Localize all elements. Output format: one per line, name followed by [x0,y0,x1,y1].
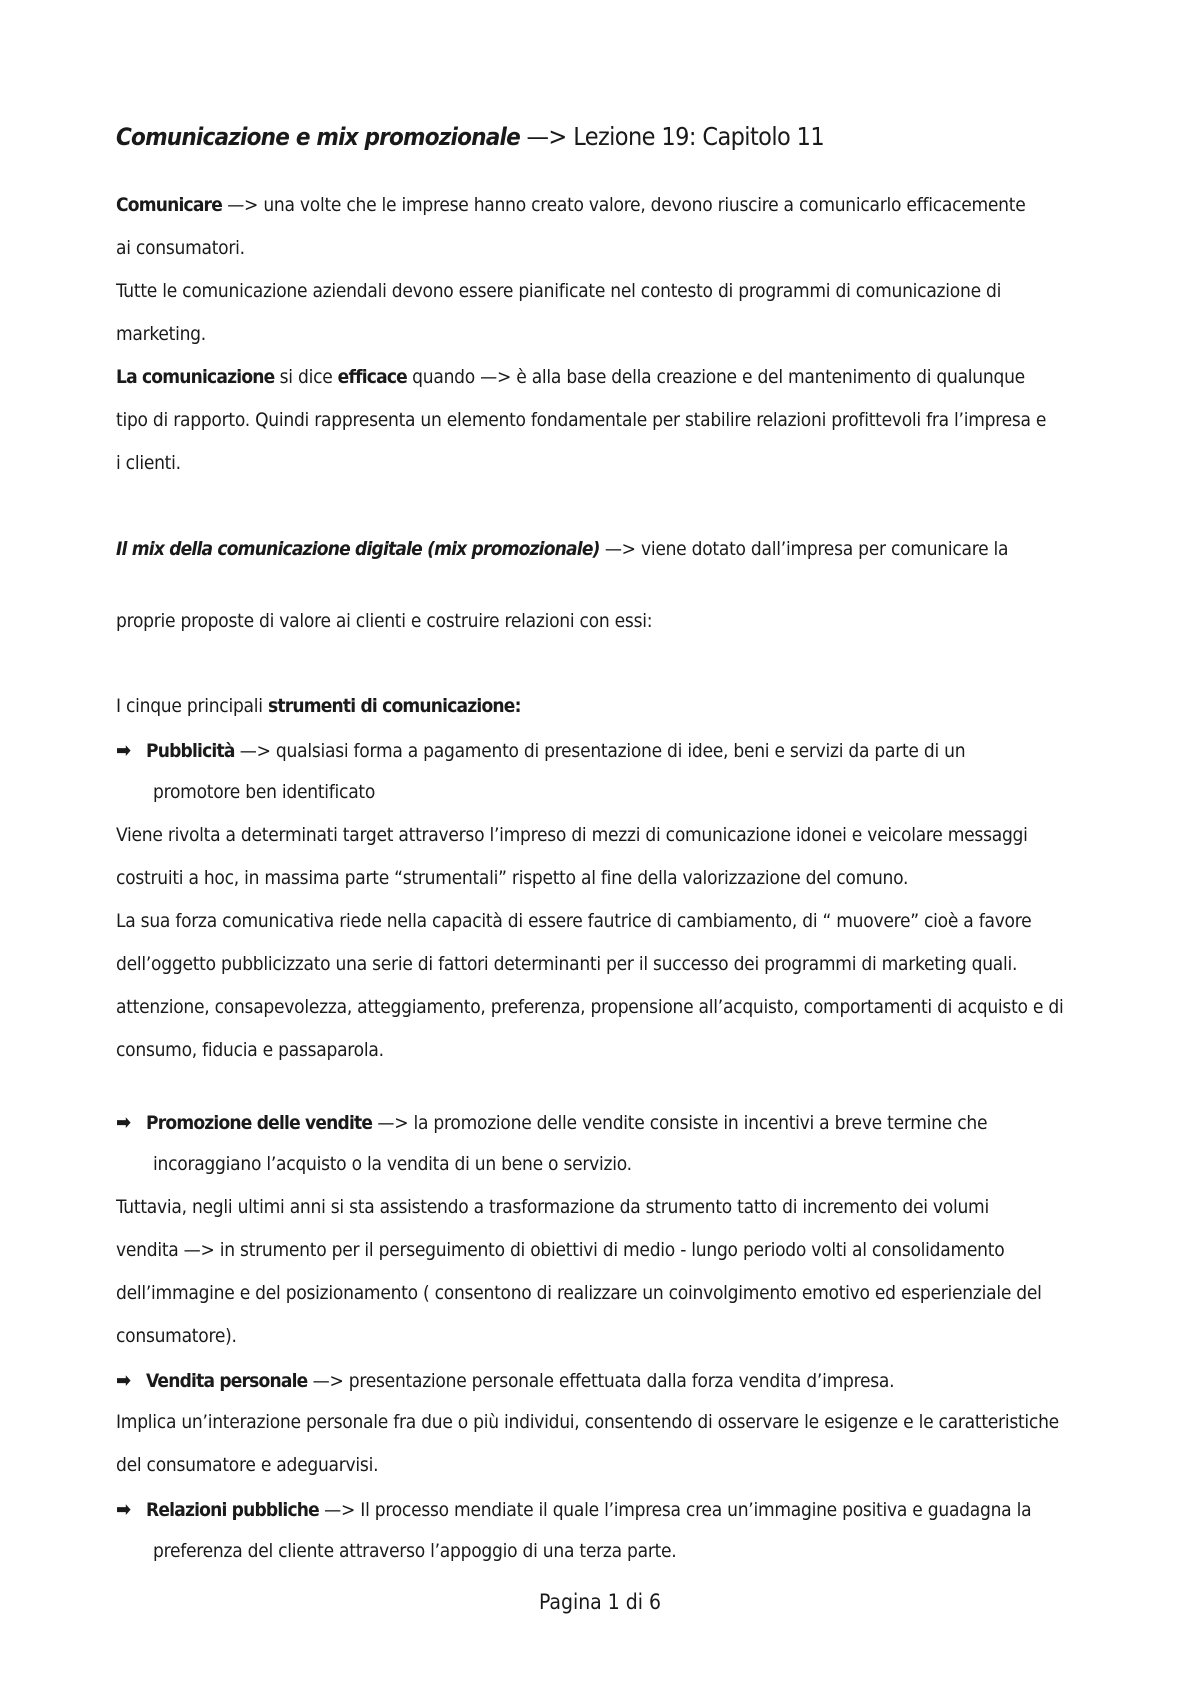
page-number: Pagina 1 di 6 [538,1590,662,1614]
text-fragment: si dice [279,366,333,388]
bullet-item [116,1499,1031,1520]
text-fragment: I cinque principali [116,695,263,717]
text-line: Viene rivolta a determinati target attraverso l’impreso di mezzi di comunicazione idonei e veicolare messaggi [116,824,1028,846]
title-arrow: —> [526,122,567,151]
text-fragment: quando —> è alla base della creazione e del mantenimento di qualunque [412,366,1025,388]
paragraph-line [116,540,1008,559]
text-fragment: presentazione personale effettuata dalla forza vendita d’impresa. [348,1370,895,1392]
text-line: Tuttavia, negli ultimi anni si sta assistendo a trasformazione da strumento tatto di incremento dei volumi [116,1196,989,1218]
text-line: incoraggiano l’acquisto o la vendita di un bene o servizio. [153,1153,632,1175]
text-line: marketing. [116,323,206,345]
paragraph-line [116,196,1025,215]
paragraph-line [116,697,521,716]
text-fragment: qualsiasi forma a pagamento di presentazione di idee, beni e servizi da parte di un [275,740,966,762]
right-arrow-icon: ➡ [116,1368,131,1392]
term-efficace: efficace [337,366,407,388]
text-line: costruiti a hoc, in massima parte “strumentali” rispetto al fine della valorizzazione del comuno. [116,867,909,889]
inline-arrow: —> [239,740,271,762]
text-fragment: Il processo mendiate il quale l’impresa crea un’immagine positiva e guadagna la [360,1499,1032,1521]
bullet-item [116,1370,894,1391]
text-fragment: la promozione delle vendite consiste in incentivi a breve termine che [413,1112,988,1134]
bullet-item [116,740,965,761]
inline-arrow: —> [312,1370,344,1392]
inline-arrow: —> [604,538,636,560]
right-arrow-icon: ➡ [116,1497,131,1521]
bullet-item [116,1112,987,1133]
term-pubblicita: Pubblicità [146,740,235,762]
text-line: una volte che le imprese hanno creato valore, devono riuscire a comunicarlo efficacemente [263,194,1026,216]
text-line: promotore ben identificato [153,781,376,803]
text-line: Implica un’interazione personale fra due o più individui, consentendo di osservare le esigenze e le caratteristiche [116,1411,1059,1433]
text-line: del consumatore e adeguarvisi. [116,1454,379,1476]
text-line: dell’oggetto pubblicizzato una serie di fattori determinanti per il successo dei programmi di marketing quali. [116,953,1018,975]
text-line: ai consumatori. [116,237,245,259]
text-line: proprie proposte di valore ai clienti e costruire relazioni con essi: [116,610,653,632]
text-line: preferenza del cliente attraverso l’appoggio di una terza parte. [153,1540,677,1562]
term-relazioni-pubbliche: Relazioni pubbliche [146,1499,319,1521]
text-line: consumatore). [116,1325,237,1347]
text-line: dell’immagine e del posizionamento ( consentono di realizzare un coinvolgimento emotivo ed esperienziale del [116,1282,1042,1304]
title-topic: Comunicazione e mix promozionale [116,123,520,151]
text-line: vendita —> in strumento per il perseguimento di obiettivi di medio - lungo periodo volti al consolidamento [116,1239,1005,1261]
paragraph-line [116,368,1025,387]
inline-arrow: —> [324,1499,356,1521]
text-fragment: viene dotato dall’impresa per comunicare la [640,538,1009,560]
term-promozione-vendite: Promozione delle vendite [146,1112,373,1134]
inline-arrow: —> [377,1112,409,1134]
text-line: consumo, fiducia e passaparola. [116,1039,384,1061]
right-arrow-icon: ➡ [116,1110,131,1134]
term-comunicare: Comunicare [116,194,222,216]
term-mix-comunicazione: Il mix della comunicazione digitale (mix promozionale) [116,538,600,560]
text-line: attenzione, consapevolezza, atteggiamento, preferenza, propensione all’acquisto, comportamenti di acquisto e di [116,996,1064,1018]
title-lesson: Lezione 19: Capitolo 11 [573,122,825,151]
inline-arrow: —> [227,194,259,216]
text-line: La sua forza comunicativa riede nella capacità di essere fautrice di cambiamento, di “ muovere” cioè a favore [116,910,1032,932]
right-arrow-icon: ➡ [116,738,131,762]
text-line: Tutte le comunicazione aziendali devono essere pianificate nel contesto di programmi di comunicazione di [116,280,1002,302]
text-line: i clienti. [116,452,181,474]
term-la-comunicazione: La comunicazione [116,366,275,388]
text-line: tipo di rapporto. Quindi rappresenta un elemento fondamentale per stabilire relazioni profittevoli fra l’impresa e [116,409,1047,431]
page-title [116,124,824,149]
term-vendita-personale: Vendita personale [146,1370,308,1392]
term-strumenti: strumenti di comunicazione: [267,695,521,717]
